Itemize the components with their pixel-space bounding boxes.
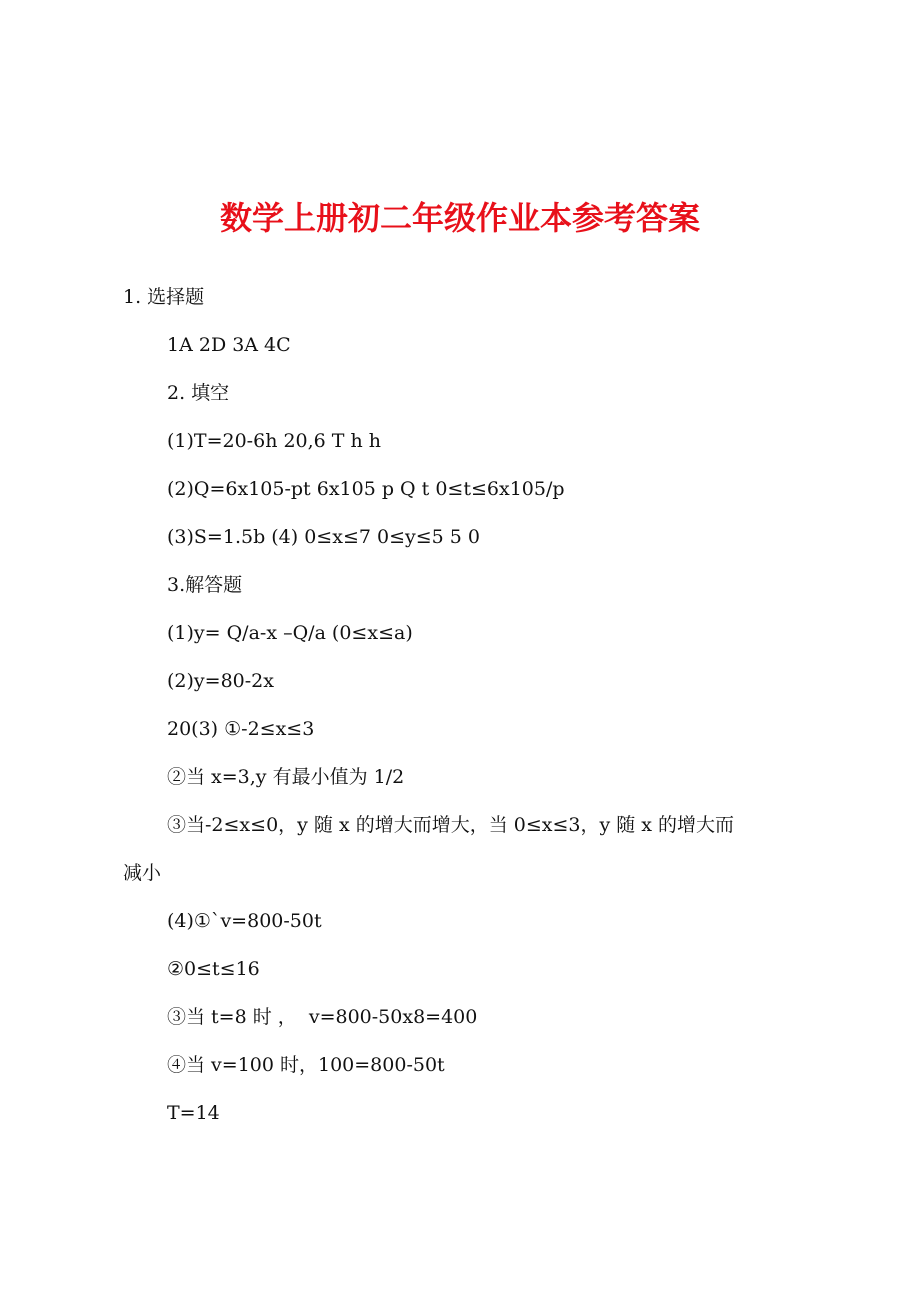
- answer-line: ③当-2≤x≤0，y 随 x 的增大而增大，当 0≤x≤3，y 随 x 的增大而: [167, 814, 735, 836]
- answer-line-continuation: 减小: [123, 862, 162, 884]
- answer-line: ③当 t=8 时 ， v=800-50x8=400: [167, 1006, 478, 1028]
- answer-line: ④当 v=100 时，100=800-50t: [167, 1054, 445, 1076]
- answer-line: ②当 x=3,y 有最小值为 1/2: [167, 766, 405, 788]
- document-title: 数学上册初二年级作业本参考答案: [219, 199, 700, 237]
- answer-line: (1)y= Q/a-x –Q/a (0≤x≤a): [167, 622, 413, 644]
- answer-line: (2)Q=6x105-pt 6x105 p Q t 0≤t≤6x105/p: [167, 478, 565, 500]
- answer-line: (2)y=80-2x: [167, 670, 274, 692]
- answer-line: ②0≤t≤16: [167, 958, 260, 980]
- answer-line: (4)①`v=800-50t: [167, 910, 322, 932]
- answer-line: (3)S=1.5b (4) 0≤x≤7 0≤y≤5 5 0: [167, 526, 480, 548]
- answer-line: T=14: [167, 1102, 220, 1124]
- section-heading-choice: 1. 选择题: [123, 286, 205, 308]
- answer-line: 20(3) ①-2≤x≤3: [167, 718, 315, 740]
- answer-line: (1)T=20-6h 20,6 T h h: [167, 430, 382, 452]
- answer-line: 1A 2D 3A 4C: [167, 334, 291, 356]
- section-heading-fill: 2. 填空: [167, 382, 230, 404]
- section-heading-solve: 3.解答题: [167, 574, 243, 596]
